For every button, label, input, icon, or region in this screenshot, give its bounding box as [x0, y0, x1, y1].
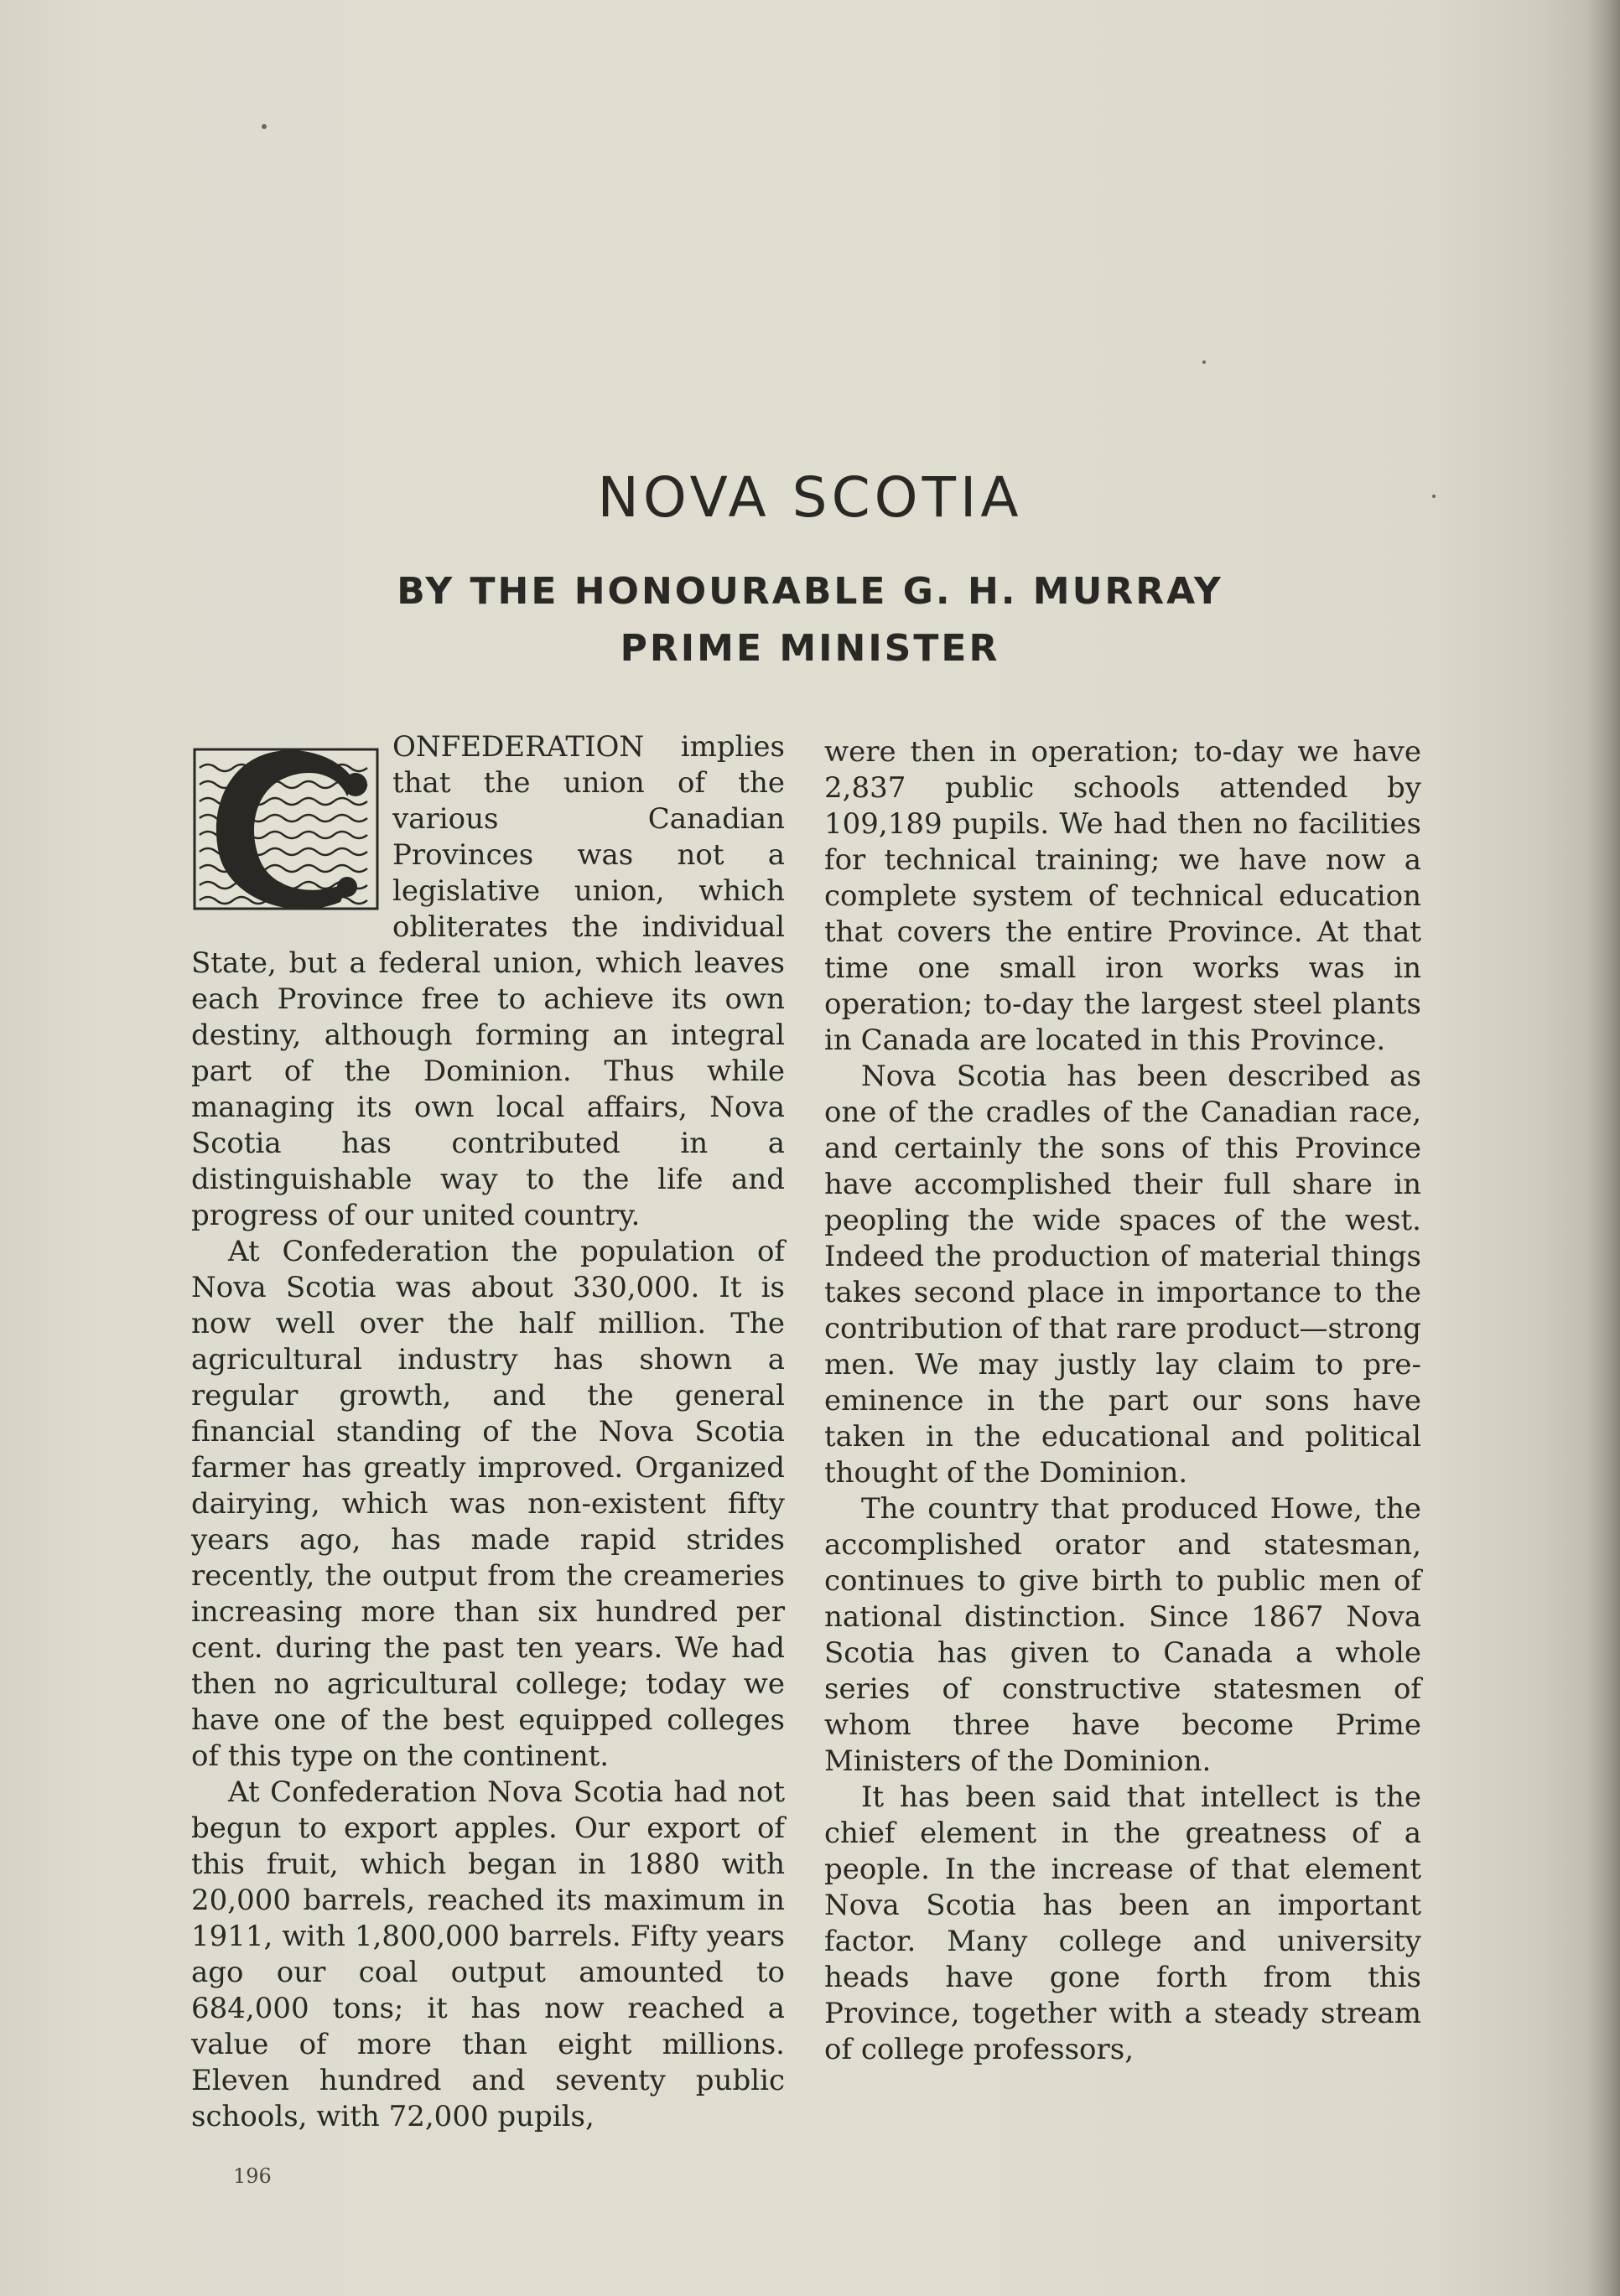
paragraph: It has been said that intellect is the chief element in the greatness of a people. In the increase of that element Nova Scotia has been an important factor. Many college and university heads have gone forth from this Province, together with a steady stream of college professors,	[824, 1780, 1421, 2066]
paragraph: The country that produced Howe, the accomplished orator and statesman, continues to give birth to public men of national distinction. Since 1867 Nova Scotia has given to Canada a whole series of constructive statesmen of whom three have become Prime Ministers of the Dominion.	[824, 1492, 1421, 1778]
dust-speck	[262, 124, 267, 129]
paragraph: were then in operation; to-day we have 2,837 public schools attended by 109,189 pupils. We had then no facilities for technical training; we have now a complete system of technical education that covers the entire Province. At that time one small iron works was in operation; to-day the largest steel plants in Canada are located in this Province.	[824, 735, 1421, 1057]
left-column	[191, 729, 785, 2135]
author-position: PRIME MINISTER	[620, 627, 1000, 670]
article-title: NOVA SCOTIA	[597, 465, 1023, 530]
paragraph: Nova Scotia has been described as one of the cradles of the Canadian race, and certainly the sons of this Province have accomplished their full share in peopling the wide spaces of the west. Indeed the production of material things takes second place in importance to the contribution of that rare product—strong men. We may justly lay claim to pre-eminence in the part our sons have taken in the educational and political thought of the Dominion.	[824, 1060, 1421, 1490]
page-edge-shadow	[1586, 0, 1620, 2296]
paragraph: At Confederation the population of Nova Scotia was about 330,000. It is now well over the half million. The agricultural industry has shown a regular growth, and the general financial standing of the Nova Scotia farmer has greatly improved. Organized dairying, which was non-existent fifty years ago, has made rapid strides recently, the output from the creameries increasing more than six hundred per cent. during the past ten years. We had then no agricultural college; today we have one of the best equipped colleges of this type on the continent.	[191, 1235, 785, 1773]
right-column	[824, 734, 1421, 2068]
paragraph: ONFEDERATION implies that the union of the various Canadian Provinces was not a legislative union, which obliterates the individual State, but a federal union, which leaves each Province free to achieve its own destiny, although forming an integral part of the Dominion. Thus while managing its own local affairs, Nova Scotia has contributed in a distinguishable way to the life and progress of our united country.	[191, 730, 785, 1232]
dropcap-ornament	[191, 734, 381, 924]
dust-speck	[1202, 360, 1206, 364]
article-byline: BY THE HONOURABLE G. H. MURRAY	[397, 570, 1223, 613]
page-number: 196	[233, 2164, 272, 2188]
paragraph: At Confederation Nova Scotia had not begun to export apples. Our export of this fruit, which began in 1880 with 20,000 barrels, reached its maximum in 1911, with 1,800,000 barrels. Fifty years ago our coal output amounted to 684,000 tons; it has now reached a value of more than eight millions. Eleven hundred and seventy public schools, with 72,000 pupils,	[191, 1775, 785, 2133]
